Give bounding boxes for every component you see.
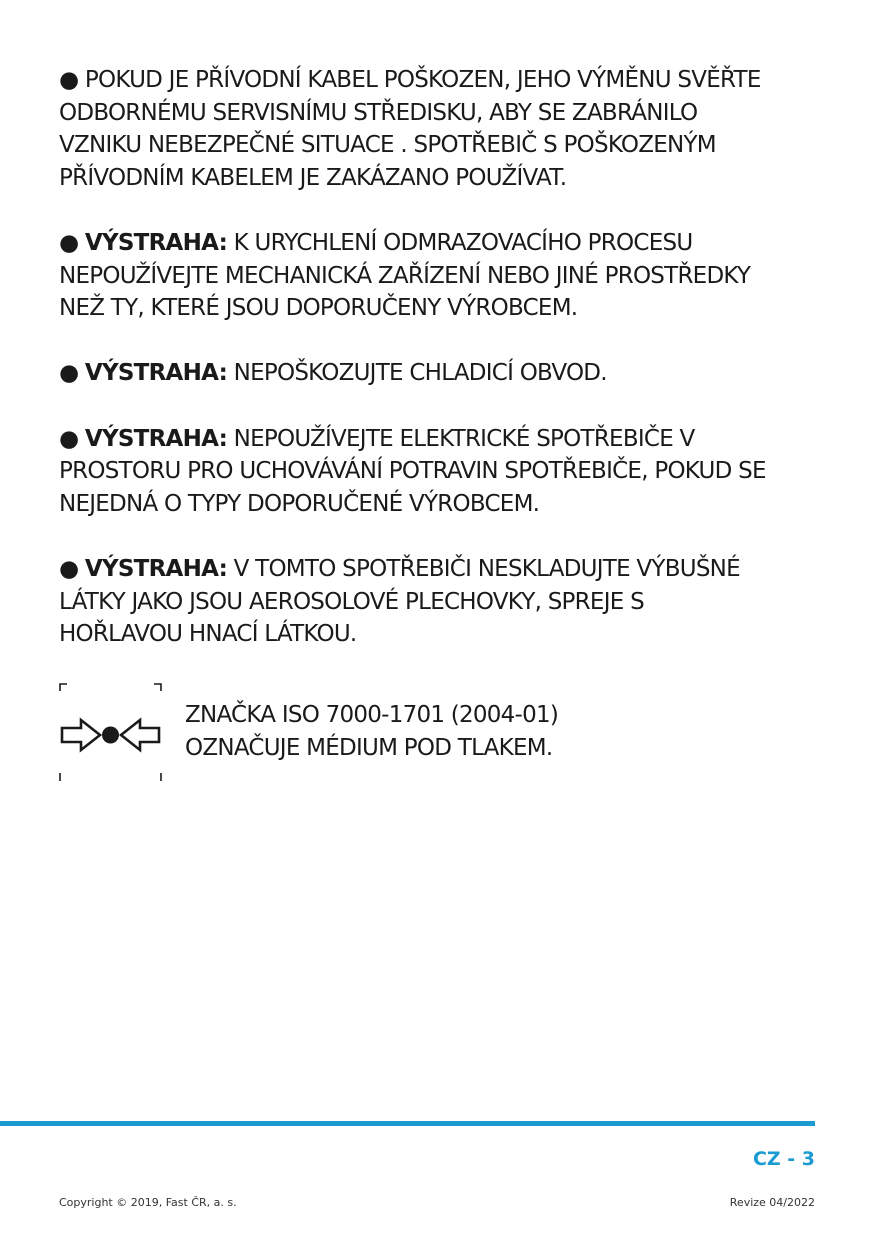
iso-description xyxy=(185,699,558,764)
revision-label: Revize 04/2022 xyxy=(729,1196,815,1209)
paragraph-text: K URYCHLENÍ ODMRAZOVACÍHO PROCESU NEPOUŽÍVEJTE MECHANICKÁ ZAŘÍZENÍ NEBO JINÉ PROSTŘEDKY NEŽ TY, KTERÉ JSOU DOPORUČENY VÝROBCEM. xyxy=(59,229,751,322)
pressurized-medium-icon xyxy=(59,683,162,781)
bullet: ● xyxy=(59,67,85,93)
warning-label: VÝSTRAHA: xyxy=(84,229,228,256)
paragraph-text: NEPOŠKOZUJTE CHLADICÍ OBVOD. xyxy=(227,360,607,387)
warning-paragraph-explosives xyxy=(59,553,829,651)
warning-label: VÝSTRAHA: xyxy=(84,360,228,387)
paragraph-text: NEPOUŽÍVEJTE ELEKTRICKÉ SPOTŘEBIČE V PROSTORU PRO UCHOVÁVÁNÍ POTRAVIN SPOTŘEBIČE, POKUD SE NEJEDNÁ O TYPY DOPORUČENÉ VÝROBCEM. xyxy=(59,425,766,517)
warning-label: VÝSTRAHA: xyxy=(84,425,228,452)
page-number: CZ - 3 xyxy=(752,1148,815,1170)
warning-paragraph-circuit xyxy=(59,357,829,390)
warnings-section xyxy=(59,64,829,683)
paragraph-text: V TOMTO SPOTŘEBIČI NESKLADUJTE VÝBUŠNÉ LÁTKY JAKO JSOU AEROSOLOVÉ PLECHOVKY, SPREJE S HOŘLAVOU HNACÍ LÁTKOU. xyxy=(59,555,740,648)
bullet: ● xyxy=(59,229,85,256)
warning-label: VÝSTRAHA: xyxy=(84,555,228,582)
footer-divider xyxy=(0,1121,815,1126)
copyright-notice: Copyright © 2019, Fast ČR, a. s. xyxy=(59,1196,237,1209)
iso-line-2: OZNAČUJE MÉDIUM POD TLAKEM. xyxy=(185,734,553,761)
iso-line-1: ZNAČKA ISO 7000-1701 (2004-01) xyxy=(185,702,559,728)
bullet: ● xyxy=(59,555,85,582)
warning-paragraph-cable xyxy=(59,64,829,194)
bullet: ● xyxy=(59,360,85,387)
paragraph-text: POKUD JE PŘÍVODNÍ KABEL POŠKOZEN, JEHO VÝMĚNU SVĚŘTE ODBORNÉMU SERVISNÍMU STŘEDISKU, ABY SE ZABRÁNILO VZNIKU NEBEZPEČNÉ SITUACE . SPOTŘEBIČ S POŠKOZENÝM PŘÍVODNÍM KABELEM JE ZAKÁZANO POUŽÍVAT. xyxy=(59,67,761,191)
iso-symbol-block xyxy=(59,683,819,783)
warning-paragraph-appliances xyxy=(59,423,829,521)
bullet: ● xyxy=(59,425,85,452)
warning-paragraph-defrost xyxy=(59,227,829,325)
